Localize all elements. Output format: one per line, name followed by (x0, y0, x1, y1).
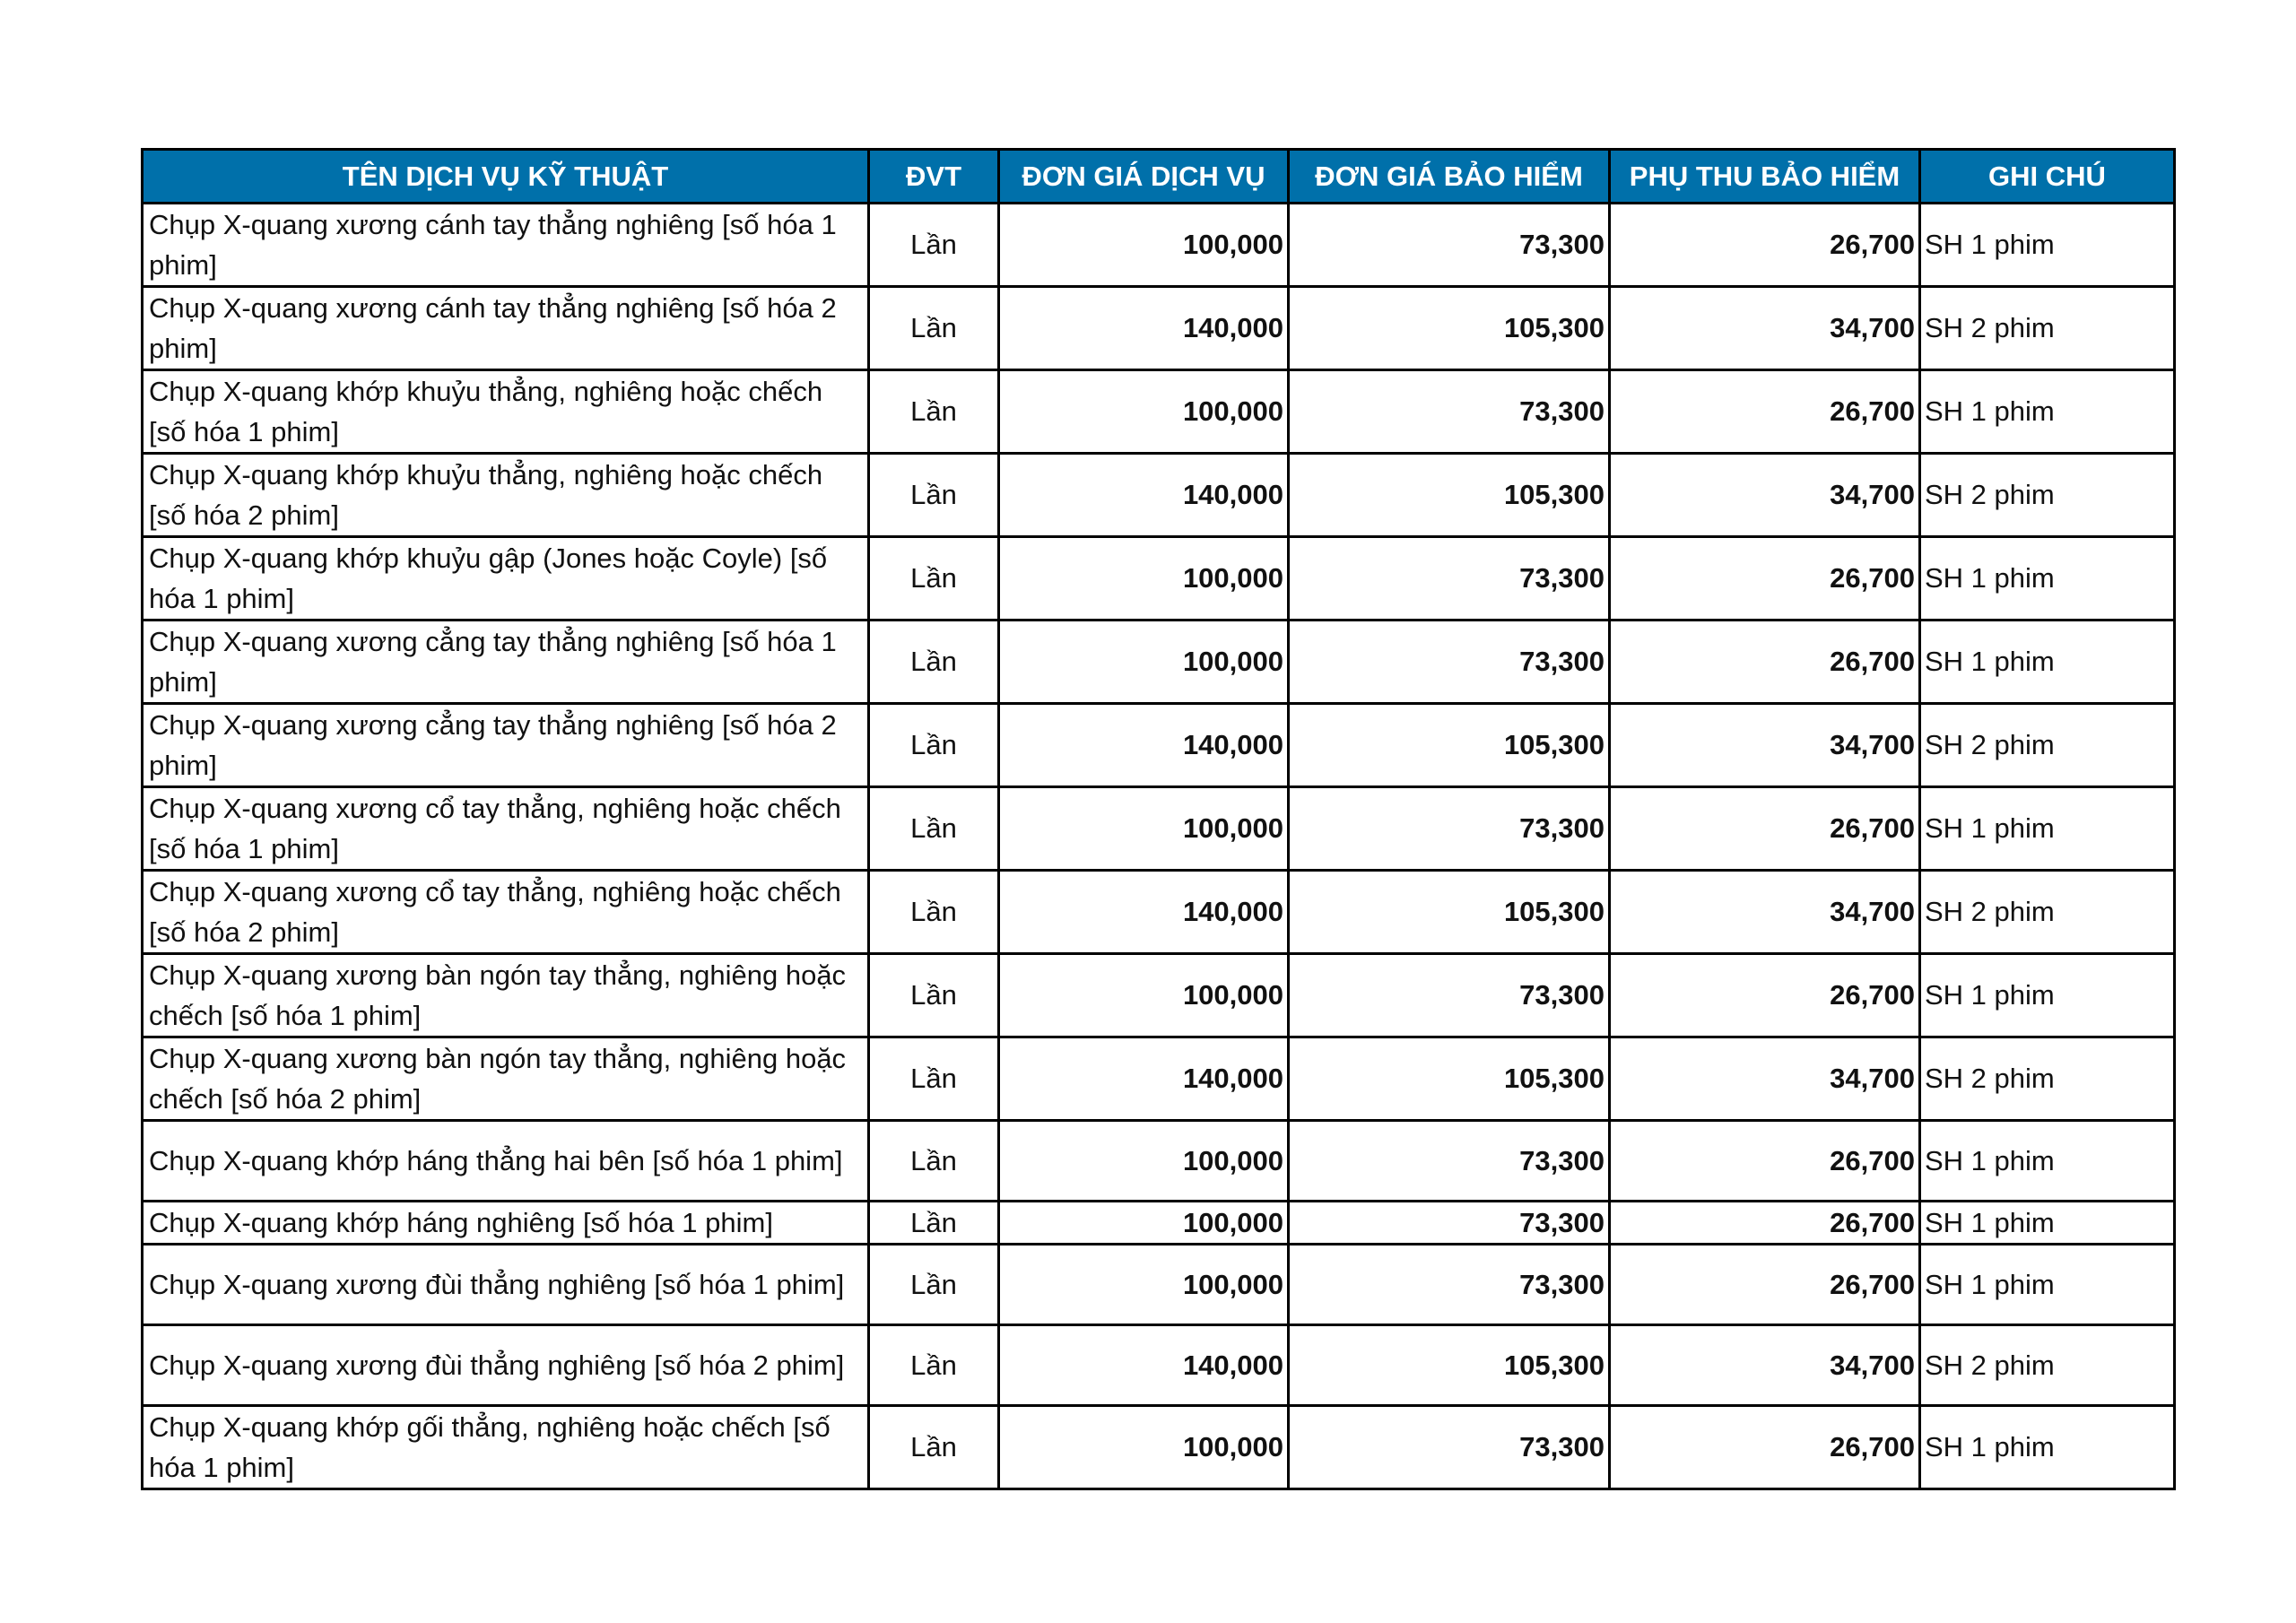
cell-insurance-surcharge: 34,700 (1610, 454, 1920, 537)
cell-note: SH 2 phim (1920, 1325, 2175, 1406)
table-row (143, 871, 2175, 954)
cell-insurance-price: 73,300 (1289, 1121, 1610, 1202)
cell-insurance-price: 73,300 (1289, 1202, 1610, 1245)
cell-unit: Lần (869, 1406, 999, 1489)
cell-service-price: 100,000 (999, 787, 1289, 871)
table-header-row (143, 150, 2175, 204)
cell-insurance-price: 73,300 (1289, 621, 1610, 704)
table-row (143, 1037, 2175, 1121)
cell-note: SH 1 phim (1920, 370, 2175, 454)
price-table (141, 148, 2176, 1490)
cell-insurance-price: 105,300 (1289, 871, 1610, 954)
cell-service-name: Chụp X-quang xương cánh tay thẳng nghiêng [số hóa 2 phim] (143, 287, 869, 370)
cell-service-name: Chụp X-quang xương bàn ngón tay thẳng, nghiêng hoặc chếch [số hóa 1 phim] (143, 954, 869, 1037)
cell-service-name: Chụp X-quang xương cổ tay thẳng, nghiêng hoặc chếch [số hóa 2 phim] (143, 871, 869, 954)
cell-note: SH 1 phim (1920, 954, 2175, 1037)
cell-service-name: Chụp X-quang xương cánh tay thẳng nghiêng [số hóa 1 phim] (143, 204, 869, 287)
cell-unit: Lần (869, 204, 999, 287)
cell-insurance-surcharge: 26,700 (1610, 1245, 1920, 1325)
cell-unit: Lần (869, 1037, 999, 1121)
cell-unit: Lần (869, 1325, 999, 1406)
table-row (143, 787, 2175, 871)
cell-insurance-price: 73,300 (1289, 787, 1610, 871)
cell-insurance-surcharge: 26,700 (1610, 1121, 1920, 1202)
cell-note: SH 1 phim (1920, 787, 2175, 871)
cell-insurance-price: 105,300 (1289, 1037, 1610, 1121)
cell-note: SH 1 phim (1920, 1406, 2175, 1489)
cell-service-price: 100,000 (999, 1121, 1289, 1202)
cell-insurance-price: 73,300 (1289, 204, 1610, 287)
header-insurance-price: ĐƠN GIÁ BẢO HIỂM (1289, 150, 1610, 204)
cell-note: SH 1 phim (1920, 537, 2175, 621)
cell-unit: Lần (869, 621, 999, 704)
cell-service-name: Chụp X-quang xương đùi thẳng nghiêng [số hóa 1 phim] (143, 1245, 869, 1325)
table-row (143, 704, 2175, 787)
cell-insurance-price: 105,300 (1289, 1325, 1610, 1406)
cell-insurance-surcharge: 26,700 (1610, 204, 1920, 287)
cell-note: SH 1 phim (1920, 1245, 2175, 1325)
cell-unit: Lần (869, 537, 999, 621)
cell-insurance-price: 105,300 (1289, 287, 1610, 370)
cell-note: SH 2 phim (1920, 871, 2175, 954)
cell-note: SH 1 phim (1920, 204, 2175, 287)
cell-service-name: Chụp X-quang xương cẳng tay thẳng nghiêng [số hóa 1 phim] (143, 621, 869, 704)
cell-note: SH 2 phim (1920, 1037, 2175, 1121)
cell-service-price: 140,000 (999, 1037, 1289, 1121)
cell-insurance-price: 105,300 (1289, 704, 1610, 787)
cell-insurance-price: 73,300 (1289, 1406, 1610, 1489)
table-row (143, 1202, 2175, 1245)
cell-insurance-surcharge: 26,700 (1610, 370, 1920, 454)
table-body (143, 204, 2175, 1489)
cell-insurance-price: 73,300 (1289, 370, 1610, 454)
cell-note: SH 1 phim (1920, 1202, 2175, 1245)
table-row (143, 204, 2175, 287)
table-row (143, 1121, 2175, 1202)
cell-unit: Lần (869, 370, 999, 454)
table-row (143, 1325, 2175, 1406)
cell-service-name: Chụp X-quang khớp háng nghiêng [số hóa 1 phim] (143, 1202, 869, 1245)
cell-service-price: 100,000 (999, 954, 1289, 1037)
cell-insurance-surcharge: 26,700 (1610, 954, 1920, 1037)
cell-unit: Lần (869, 454, 999, 537)
cell-unit: Lần (869, 1121, 999, 1202)
cell-service-price: 100,000 (999, 621, 1289, 704)
header-name: TÊN DỊCH VỤ KỸ THUẬT (143, 150, 869, 204)
cell-note: SH 2 phim (1920, 704, 2175, 787)
table-row (143, 454, 2175, 537)
cell-unit: Lần (869, 787, 999, 871)
cell-note: SH 1 phim (1920, 621, 2175, 704)
cell-unit: Lần (869, 1202, 999, 1245)
cell-service-price: 100,000 (999, 1406, 1289, 1489)
cell-service-price: 100,000 (999, 204, 1289, 287)
cell-service-name: Chụp X-quang khớp gối thẳng, nghiêng hoặc chếch [số hóa 1 phim] (143, 1406, 869, 1489)
cell-insurance-price: 73,300 (1289, 537, 1610, 621)
cell-insurance-surcharge: 26,700 (1610, 1406, 1920, 1489)
cell-insurance-surcharge: 34,700 (1610, 871, 1920, 954)
cell-service-price: 140,000 (999, 287, 1289, 370)
cell-unit: Lần (869, 287, 999, 370)
cell-insurance-surcharge: 34,700 (1610, 287, 1920, 370)
cell-unit: Lần (869, 704, 999, 787)
table-row (143, 287, 2175, 370)
cell-unit: Lần (869, 954, 999, 1037)
cell-insurance-surcharge: 34,700 (1610, 1037, 1920, 1121)
cell-service-name: Chụp X-quang xương cẳng tay thẳng nghiêng [số hóa 2 phim] (143, 704, 869, 787)
cell-service-name: Chụp X-quang khớp háng thẳng hai bên [số hóa 1 phim] (143, 1121, 869, 1202)
cell-service-price: 140,000 (999, 454, 1289, 537)
cell-service-price: 100,000 (999, 1245, 1289, 1325)
cell-service-price: 100,000 (999, 1202, 1289, 1245)
table-row (143, 370, 2175, 454)
cell-service-price: 140,000 (999, 871, 1289, 954)
header-service-price: ĐƠN GIÁ DỊCH VỤ (999, 150, 1289, 204)
cell-service-price: 100,000 (999, 537, 1289, 621)
cell-service-name: Chụp X-quang xương cổ tay thẳng, nghiêng hoặc chếch [số hóa 1 phim] (143, 787, 869, 871)
cell-service-name: Chụp X-quang khớp khuỷu thẳng, nghiêng hoặc chếch [số hóa 1 phim] (143, 370, 869, 454)
cell-insurance-price: 73,300 (1289, 954, 1610, 1037)
cell-note: SH 2 phim (1920, 454, 2175, 537)
cell-unit: Lần (869, 1245, 999, 1325)
cell-note: SH 1 phim (1920, 1121, 2175, 1202)
header-unit: ĐVT (869, 150, 999, 204)
cell-service-name: Chụp X-quang xương đùi thẳng nghiêng [số hóa 2 phim] (143, 1325, 869, 1406)
cell-service-price: 140,000 (999, 1325, 1289, 1406)
table-row (143, 621, 2175, 704)
cell-insurance-surcharge: 26,700 (1610, 537, 1920, 621)
cell-insurance-surcharge: 26,700 (1610, 787, 1920, 871)
table-row (143, 954, 2175, 1037)
table-row (143, 1406, 2175, 1489)
cell-insurance-surcharge: 34,700 (1610, 704, 1920, 787)
table-row (143, 537, 2175, 621)
cell-insurance-surcharge: 26,700 (1610, 621, 1920, 704)
header-note: GHI CHÚ (1920, 150, 2175, 204)
cell-service-price: 140,000 (999, 704, 1289, 787)
cell-note: SH 2 phim (1920, 287, 2175, 370)
cell-insurance-price: 73,300 (1289, 1245, 1610, 1325)
cell-service-name: Chụp X-quang xương bàn ngón tay thẳng, nghiêng hoặc chếch [số hóa 2 phim] (143, 1037, 869, 1121)
cell-service-price: 100,000 (999, 370, 1289, 454)
table-row (143, 1245, 2175, 1325)
cell-service-name: Chụp X-quang khớp khuỷu thẳng, nghiêng hoặc chếch [số hóa 2 phim] (143, 454, 869, 537)
cell-service-name: Chụp X-quang khớp khuỷu gập (Jones hoặc Coyle) [số hóa 1 phim] (143, 537, 869, 621)
cell-insurance-surcharge: 26,700 (1610, 1202, 1920, 1245)
cell-insurance-price: 105,300 (1289, 454, 1610, 537)
cell-insurance-surcharge: 34,700 (1610, 1325, 1920, 1406)
cell-unit: Lần (869, 871, 999, 954)
header-insurance-surcharge: PHỤ THU BẢO HIỂM (1610, 150, 1920, 204)
